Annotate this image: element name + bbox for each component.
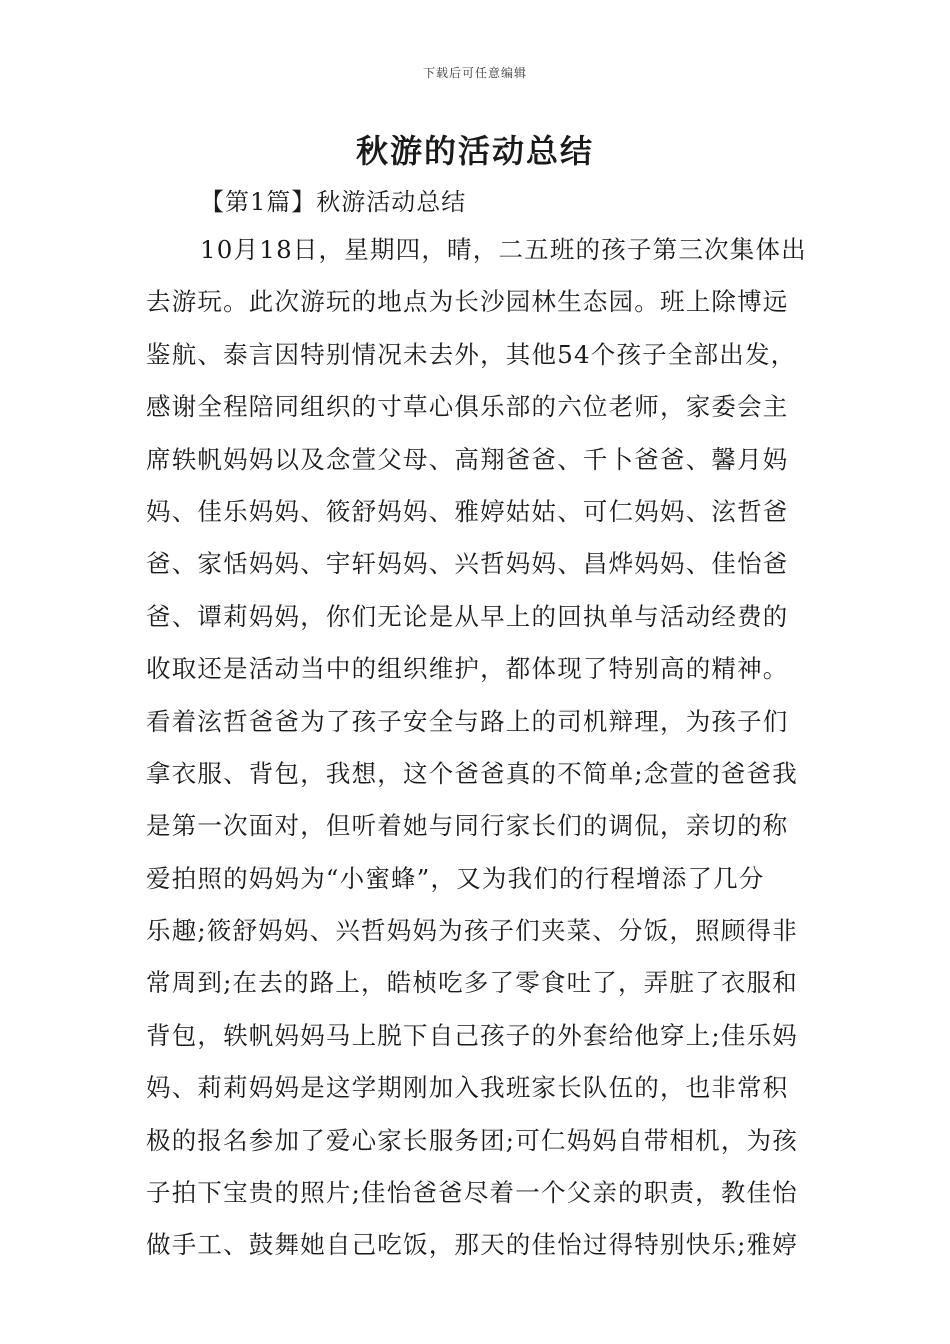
body-line: 乐趣;筱舒妈妈、兴哲妈妈为孩子们夹菜、分饭，照顾得非 [146,916,798,946]
body-line: 爸、家恬妈妈、宇轩妈妈、兴哲妈妈、昌烨妈妈、佳怡爸 [146,549,789,579]
body-line: 10月18日，星期四，晴，二五班的孩子第三次集体出 [200,235,807,264]
body-line: 爱拍照的妈妈为“小蜜蜂”，又为我们的行程增添了几分 [146,863,765,893]
body-line: 感谢全程陪同组织的寸草心俱乐部的六位老师，家委会主 [146,392,789,422]
page-header-note: 下载后可任意编辑 [422,66,527,80]
body-line: 爸、谭莉妈妈，你们无论是从早上的回执单与活动经费的 [146,601,789,631]
body-line: 妈、莉莉妈妈是这学期刚加入我班家长队伍的，也非常积 [146,1073,789,1103]
body-line: 拿衣服、背包，我想，这个爸爸真的不简单;念萱的爸爸我 [146,758,798,788]
body-line: 席轶帆妈妈以及念萱父母、高翔爸爸、千卜爸爸、馨月妈 [146,444,789,474]
document-body [146,230,806,1278]
body-line: 背包，轶帆妈妈马上脱下自己孩子的外套给他穿上;佳乐妈 [146,1020,798,1050]
document-title: 秋游的活动总结 [355,132,594,170]
body-line: 做手工、鼓舞她自己吃饭，那天的佳怡过得特别快乐;雅婷 [146,1230,798,1260]
body-line: 子拍下宝贵的照片;佳怡爸爸尽着一个父亲的职责，教佳怡 [146,1178,798,1208]
body-line: 去游玩。此次游玩的地点为长沙园林生态园。班上除博远 [146,287,789,317]
body-line: 收取还是活动当中的组织维护，都体现了特别高的精神。 [146,654,789,684]
body-line: 看着泫哲爸爸为了孩子安全与路上的司机辩理，为孩子们 [146,706,789,736]
body-line: 鉴航、泰言因特别情况未去外，其他54个孩子全部出发， [146,339,797,369]
body-line: 极的报名参加了爱心家长服务团;可仁妈妈自带相机，为孩 [146,1125,798,1155]
section-heading: 【第1篇】秋游活动总结 [200,188,467,216]
body-line: 妈、佳乐妈妈、筱舒妈妈、雅婷姑姑、可仁妈妈、泫哲爸 [146,496,789,526]
body-line: 常周到;在去的路上，皓桢吃多了零食吐了，弄脏了衣服和 [146,968,798,998]
body-line: 是第一次面对，但听着她与同行家长们的调侃，亲切的称 [146,811,789,841]
